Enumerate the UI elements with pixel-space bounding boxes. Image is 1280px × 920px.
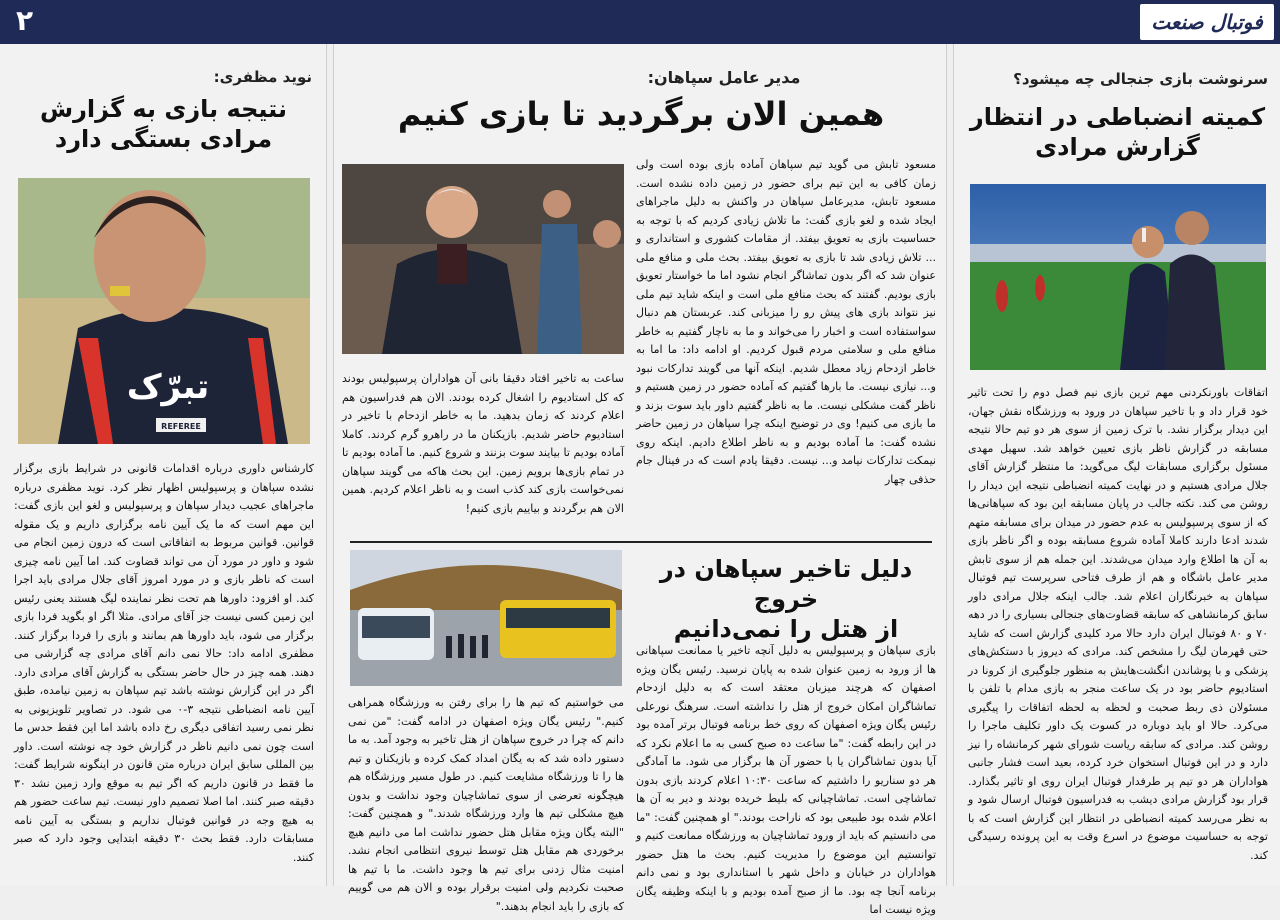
middle-bottom-photo [350, 550, 622, 686]
middle-section-divider [350, 541, 932, 543]
jersey-text: تبرّک [126, 367, 210, 407]
right-article-kicker: سرنوشت بازی جنجالی چه میشود؟ [1013, 70, 1268, 88]
left-headline-line2: مرادی بستگی دارد [54, 125, 273, 153]
left-article-photo [18, 178, 310, 444]
middle-bottom-body-left: می خواستیم که تیم ها را برای رفتن به ورزشگاه همراهی کنیم." رئیس یگان ویژه اصفهان در ادامه گفت: "من نمی دانم که چرا در خروج سپاهان از هتل تاخیر به وجود آمد. به ما دستور داده شد که به یگان امداد کمک کرده و بازیکنان و تیم ها را تا ورزشگاه مشایعت کنیم. در طول مسیر ورزشگاه هم هیچگونه تعرضی از سوی تماشاچیان وجود نداشت و بدون هیچ مشکلی تیم ها وارد ورزشگاه شدند." و همچنین گفت: "البته یگان ویژه مقابل هتل حضور نداشت اما می دانیم هیچ برخوردی هم مقابل هتل توسط نیروی انتظامی انجام نشد. امنیت مثال زدنی برای تیم ها وجود داشت. ما با تیم ها صحبت نکردیم ولی امنیت برقرار بوده و الان هم می گوییم که بازی را باید انجام بدهند." [348, 696, 624, 913]
middle-bottom-headline-line1: دلیل تاخیر سپاهان در خروج [659, 555, 913, 613]
logo-text: فوتبال صنعت [1151, 10, 1263, 34]
middle-photo-illustration [342, 164, 624, 354]
page-header-bar [0, 0, 1280, 44]
newspaper-logo [1140, 4, 1274, 40]
left-article-kicker: نوید مظفری: [213, 68, 312, 86]
middle-article-body-right: مسعود تابش می گوید تیم سپاهان آماده بازی بوده است ولی زمان کافی به این تیم برای حضور در زمین داده نشده است. مسعود تابش، مدیرعامل سپاهان در واکنش به دلیل ماجراهای ایجاد شده و لغو بازی گفت: ما تلاش زیادی کردیم که با توجه به حساسیت بازی به تعویق بیفتد. از مقامات کشوری و استانداری و ... تلاش زیادی شد تا بازی به تعویق بیفتد. بحث ملی و منافع ملی عنوان شد که اگر بدون تماشاگر انجام نشود اما ما خواستار تعویق بازی بودیم. گفتند که بحث منافع ملی است و اینکه شاید تیم ملی نیز نتواند بازی های پیش رو را میزبانی کند. عربستان هم دنبال سواستفاده است و اخبار را می‌خواند و ما به ناچار گفتیم به خاطر منافع ملی و سلامتی مردم قبول کردیم. او ادامه داد: ما اما به خاطر ازدحام زیاد معطل شدیم. اینکه آنها می گویند تدارکات نبود و... نیازی نیست. ما بارها گفتیم که آماده حضور در زمین هستیم و ناظر گفت مشکلی نیست. ما به ناظر گفتیم داور باید سوت بزند و ما بازی می کنیم! وی در توضیح اینکه چرا سپاهان در زمین حاضر نشده گفت: ما آماده بودیم و به ناظر اطلاع دادیم. اینکه روی نیمکت تدارکات نیامد و... نیست. دقیقا یادم است که در فینال جام حذفی چهار [636, 158, 936, 486]
article-left-column [0, 44, 327, 886]
middle-bottom-headline-line2: از هتل را نمی‌دانیم [673, 615, 899, 643]
buses-photo-illustration [350, 550, 622, 686]
right-article-body: اتفاقات باورنکردنی مهم ترین بازی نیم فصل دوم را تحت تاثیر خود قرار داد و با تاخیر سپاهان در ورود به ورزشگاه نقش جهان، این دیدار برگزار نشد. با ترک زمین از سوی هر دو تیم حالا نتیجه مسابقه در گزارش ناظر بازی تعیین خواهد شد. سهیل مهدی مسئول برگزاری مسابقات لیگ می‌گوید: ما منتظر گزارش آقای جلال مرادی هستیم و در نهایت کمیته انضباطی نتیجه این دیدار را روشن می کند. نکته جالب در پایان مسابقه این بود که سپاهانی‌ها که از سوی پرسپولیس به عدم حضور در میدان برای مسابقه متهم شدند ادعا دارند کاملا آماده شروع مسابقه بوده و اگر ناظر بازی به آن ها اطلاع وارد میدان می‌شدند. این جمله هم از سوی تابش مدیر عامل باشگاه و هم از طرف فتاحی سرپرست تیم فوتبال سپاهان به خبرنگاران اعلام شد. جالب اینکه جلال مرادی داور سابق کرمانشاهی که سابقه قضاوت‌های جنجالی بسیاری را در دهه ۷۰ و ۸۰ فوتبال ایران دارد حالا مرد کلیدی گزارش است که شاید حتی قهرمان لیگ را مشخص کند. مرادی که دیروز با دستکش‌های پزشکی و با پوشاندن انگشت‌هایش به منظور جلوگیری از کرونا در استادیوم حاضر بود در یک ساعت منجر به بازی مدام با تلفن با مسئولان ذی ربط صحبت و لحظه به لحظه اتفاقات را پیگیری می‌کرد. حالا او باید دوباره در کسوت یک داور تکلیف ماجرا را روشن کند. مرادی که سابقه ریاست شورای شهر کرمانشاه را نیز دارد و در این فوتبال استخوان خرد کرده، بعید است فشار جانبی هواداران هر دو تیم پر طرفدار فوتبال ایران روی او تاثیر بگذارد. قرار بود گزارش مرادی دیشب به فدراسیون فوتبال ارسال شود و به نظر می‌رسد کمیته انضباطی در انتظار این گزارش است که با توجه به حساسیت موضوع در اسرع وقت به این پرونده رسیدگی کند. [968, 386, 1268, 862]
middle-bottom-headline [634, 554, 938, 644]
middle-article-headline: همین الان برگردید تا بازی کنیم [397, 95, 885, 133]
right-article-headline [964, 102, 1271, 162]
left-article-headline [10, 94, 317, 154]
article-middle-column [333, 44, 947, 916]
right-headline-line2: گزارش مرادی [1035, 133, 1200, 161]
middle-article-photo [342, 164, 624, 354]
article-right-column [953, 44, 1280, 886]
left-article-body: کارشناس داوری درباره اقدامات قانونی در شرایط بازی برگزار نشده سپاهان و پرسپولیس اظهار نظر کرد. نوید مظفری درباره ماجراهای عجیب دیدار سپاهان و پرسپولیس و لغو این بازی گفت: این مهم است که ما یک آیین نامه برگزاری داریم و یک مقوله قوانین. قوانین مربوط به اتفاقاتی است که درون زمین انجام می شود و داور در مورد آن می تواند قضاوت کند. اما آیین نامه چیزی است که ناظر بازی و در مورد امروز آقای جلال مرادی باید اجرا کند. او افزود: داورها هم تحت نظر نماینده لیگ هستند یعنی رئیس این زمین کسی نیست جز آقای مرادی. مثلا اگر او بگوید فردا بازی برگزار می شود، باید داورها هم بمانند و بازی را فردا برگزار کنند. مظفری ادامه داد: حالا نمی دانم آقای مرادی چه گزارشی می دهند. همه چیز در حال حاضر بستگی به گزارش آقای مرادی دارد. اگر در این گزارش نوشته باشد تیم سپاهان به زمین نیامده، طبق آیین نامه انضباطی نتیجه ۳-۰ می شود. در تصاویر تلویزیونی به نظر نمی رسید اتفاقی دیگری رخ داده باشد اما این فقط حدس ما است چون نمی دانیم ناظر در گزارش خود چه نوشته است. داور بین المللی سابق ایران درباره متن قانون در اینگونه شرایط گفت: ما فقط در قانون داریم که اگر تیم به موقع وارد زمین نشد ۳۰ دقیقه صبر کنند. اما اصلا تصمیم داور نیست. تیم ساعت حضور هم به هیچ وجه در قوانین فوتبال نداریم و بستگی به آیین نامه مسابقات دارد. فقط بحث ۳۰ دقیقه ابتدایی وجود دارد که صبر کنند. [14, 462, 315, 864]
middle-article-body-left: ساعت به تاخیر افتاد دقیقا بانی آن هواداران پرسپولیس بودند که کل استادیوم را اشغال کرده بودند. الان هم فدراسیون هم اعلام کردند که زمان بدهید. ما به خاطر ازدحام با تاخیر در استادیوم حاضر شدیم. بازیکنان ما در راهرو گرم کردند. کاملا آماده بودیم تا بیایند سوت بزنند و شروع کنیم. ما آماده بودیم تا در تمام بازی‌ها برویم زمین. این بحث هاکه می گویند سپاهان نمی‌خواست بازی کند کذب است و به ناظر اعلام کردیم. همین الان هم برگردند و بیاییم بازی کنیم! [342, 372, 624, 515]
right-photo-illustration [970, 184, 1266, 370]
page-number: ۲ [16, 4, 34, 37]
middle-article-kicker: مدیر عامل سپاهان: [647, 68, 801, 87]
referee-photo-illustration [18, 178, 310, 444]
referee-badge-text: REFEREE [161, 422, 201, 431]
right-headline-line1: کمیته انضباطی در انتظار [969, 103, 1266, 131]
left-headline-line1: نتیجه بازی به گزارش [40, 95, 287, 123]
right-article-photo [970, 184, 1266, 370]
middle-bottom-body-right: بازی سپاهان و پرسپولیس به دلیل آنچه تاخیر یا ممانعت سپاهانی ها از ورود به زمین عنوان شده به پایان نرسید. رئیس یگان ویژه اصفهان که هرچند میزبان معتقد است که به دلیل ازدحام تماشاگران امکان خروج از هتل را نداشته است. سرهنگ نورعلی رئیس یگان ویژه اصفهان که روی خط برنامه فوتبال برتر آمده بود در این رابطه گفت: "ما ساعت ده صبح کسی به ما اعلام نکرد که آیا بدون تماشاگران یا با حضور آن ها برگزار می شود. ما آمادگی هر دو سناریو را داشتیم که ساعت ۱۰:۳۰ اعلام کردند بازی بدون تماشاچی است. تماشاچیانی که بلیط خریده بودند و دیر به آن ها اعلام شده بود طبیعی بود که ناراحت بودند." او همچنین گفت: "ما می دانستیم که باید از ورود تماشاچیان به ورزشگاه ممانعت کنیم و توانستیم این موضوع را مدیریت کنیم. بحث ما هتل حضور هواداران در خیابان و داخل شهر با استانداری بود و نمی دانم برنامه آنجا چه بود. ما از صبح آمده بودیم و با اینکه وظیفه یگان ویژه نیست اما [636, 644, 936, 916]
